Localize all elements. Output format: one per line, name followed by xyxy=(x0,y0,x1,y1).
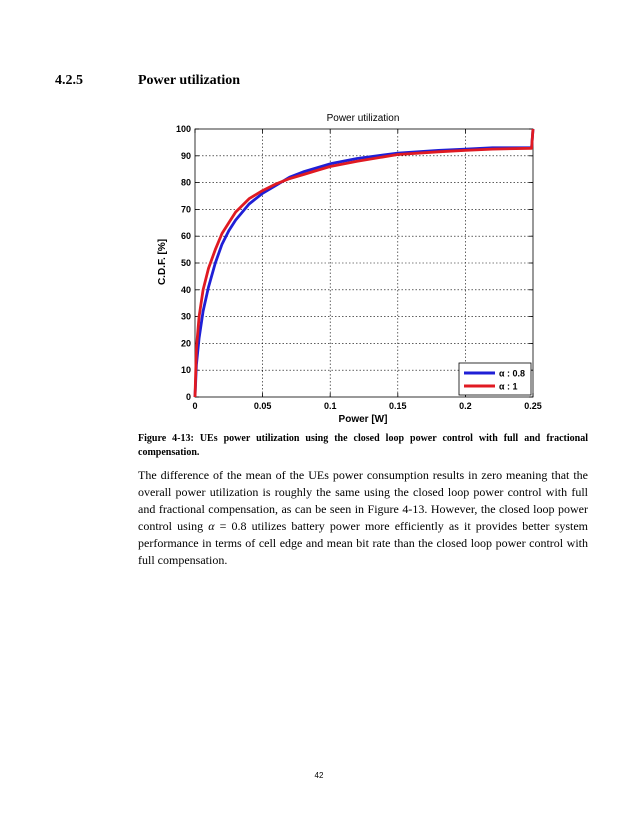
chart-svg xyxy=(140,102,560,432)
chart-title: Power utilization xyxy=(326,113,400,124)
y-tick-label: 40 xyxy=(180,284,191,295)
y-tick-label: 50 xyxy=(180,258,191,268)
legend-label-0: α : 0.8 xyxy=(499,368,526,379)
paragraph-text-rest: = 0.8 utilizes battery power more efficiently as it provides better system performance in terms of cell edge and mean bit rate than the closed loop power control with full compensation. xyxy=(138,519,589,567)
y-tick-label: 80 xyxy=(180,177,191,188)
body-paragraph xyxy=(138,467,588,569)
y-tick-label: 70 xyxy=(180,204,191,215)
x-tick-label: 0 xyxy=(192,401,198,411)
y-tick-label: 0 xyxy=(185,392,191,402)
figure-caption: Figure 4-13: UEs power utilization using the closed loop power control with full and fractional compensation. xyxy=(138,433,588,458)
chart-legend xyxy=(459,363,531,395)
page-number: 42 xyxy=(314,771,324,780)
y-tick-label: 90 xyxy=(180,150,191,161)
y-tick-label: 10 xyxy=(180,365,191,376)
section-number: 4.2.5 xyxy=(55,73,83,88)
legend-label-1: α : 1 xyxy=(499,381,518,392)
x-tick-label: 0.05 xyxy=(253,401,272,411)
y-tick-label: 60 xyxy=(180,231,191,242)
x-tick-label: 0.25 xyxy=(524,401,542,411)
y-tick-label: 30 xyxy=(180,311,191,322)
x-tick-label: 0.1 xyxy=(323,401,337,411)
chart-xlabel: Power [W] xyxy=(338,414,388,425)
chart-ylabel: C.D.F. [%] xyxy=(157,238,168,286)
x-tick-label: 0.2 xyxy=(459,401,472,411)
power-utilization-chart xyxy=(140,102,560,432)
paragraph-text: The difference of the mean of the UEs power consumption results in zero meaning that the overall power utilization is roughly the same using the closed loop power control with full and fractional compensation, as can be seen in Figure 4-13. However, the closed loop power control using xyxy=(138,468,588,533)
alpha-symbol: α xyxy=(208,519,215,533)
section-title: Power utilization xyxy=(138,73,241,88)
y-tick-label: 100 xyxy=(175,124,191,134)
y-tick-label: 20 xyxy=(180,338,191,349)
x-tick-label: 0.15 xyxy=(389,401,407,411)
